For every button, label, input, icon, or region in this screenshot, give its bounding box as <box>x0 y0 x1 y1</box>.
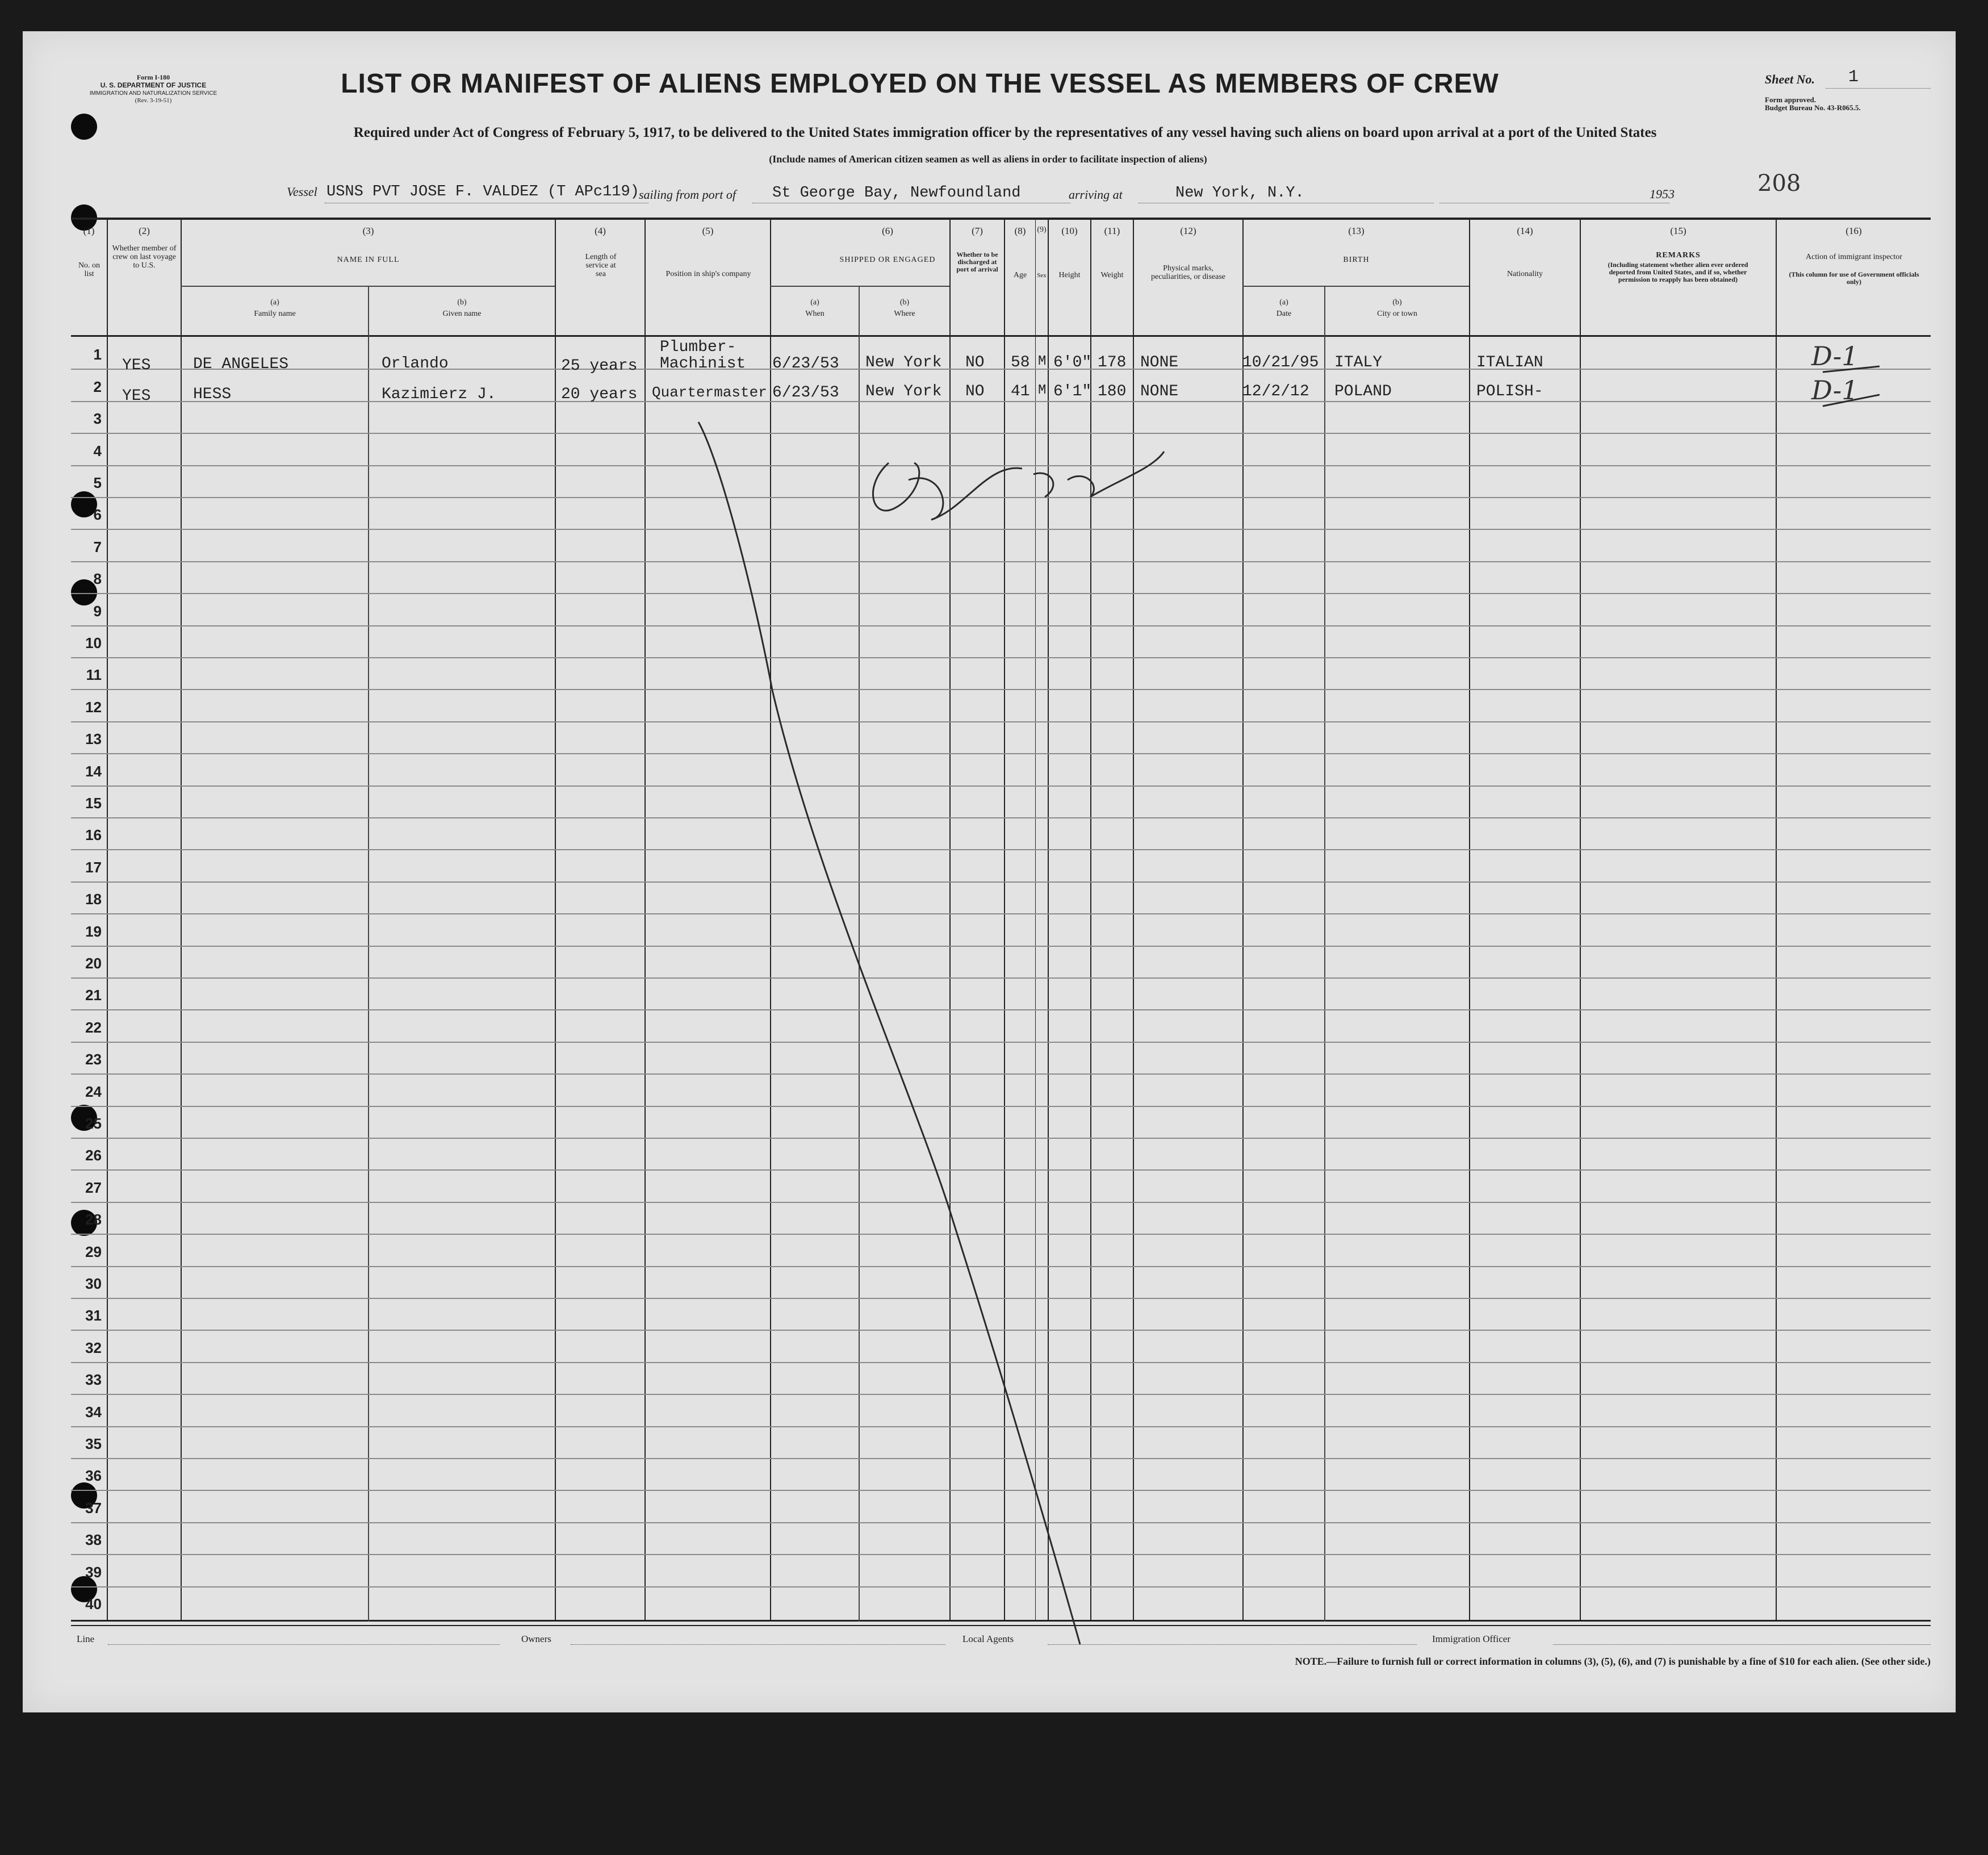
col3b-header: Given name <box>442 310 482 318</box>
row-number: 35 <box>85 1435 102 1452</box>
col3b-number: (b) <box>457 298 467 307</box>
row1-nationality: ITALIAN <box>1476 354 1543 371</box>
row2-weight: 180 <box>1098 383 1127 400</box>
col6-header: SHIPPED OR ENGAGED <box>839 256 936 264</box>
col6b-number: (b) <box>899 298 910 307</box>
col4-header: Length of service at sea <box>585 253 617 278</box>
include-note: (Include names of American citizen seamen as well as aliens in order to facilitate inspection of aliens) <box>769 153 1207 165</box>
row-number: 11 <box>86 666 102 684</box>
row-number: 8 <box>93 570 102 588</box>
row-number: 13 <box>85 730 102 748</box>
row-number: 25 <box>85 1115 102 1132</box>
col10-header: Height <box>1058 271 1081 279</box>
col6-number: (6) <box>882 225 893 236</box>
row1-when: 6/23/53 <box>772 355 839 373</box>
handwritten-number: 208 <box>1757 170 1801 197</box>
row1-where: New York <box>865 354 942 371</box>
row1-marks: NONE <box>1140 354 1179 371</box>
row-number: 40 <box>85 1595 102 1612</box>
col7-number: (7) <box>972 225 983 236</box>
row1-inspector-mark: D-1 <box>1811 341 1859 371</box>
row-number: 15 <box>85 795 102 812</box>
row-number: 38 <box>85 1531 102 1549</box>
row-number: 17 <box>85 858 102 876</box>
col3a-number: (a) <box>270 298 279 307</box>
row-number: 23 <box>85 1051 102 1068</box>
row-number: 31 <box>85 1307 102 1325</box>
footer-note: NOTE.—Failure to furnish full or correct information in columns (3), (5), (6), and (7) is punishable by a fine of $10 for each alien. (See other side.) <box>1295 1656 1931 1667</box>
row1-weight: 178 <box>1098 354 1127 371</box>
row-number: 2 <box>93 378 102 395</box>
row-number: 20 <box>85 955 102 972</box>
col7-header: Whether to be discharged at port of arrival <box>956 250 998 273</box>
row-number: 34 <box>85 1403 102 1421</box>
footer-owners-label: Owners <box>521 1633 551 1644</box>
footer-line-underline <box>108 1644 500 1645</box>
row1-service: 25 years <box>561 357 638 375</box>
col6a-number: (a) <box>810 298 819 307</box>
col11-number: (11) <box>1104 225 1120 236</box>
col1-header: No. on list <box>78 261 101 278</box>
col1-number: (1) <box>83 225 95 236</box>
col3a-header: Family name <box>254 310 296 318</box>
row2-service: 20 years <box>561 386 638 403</box>
col13b-number: (b) <box>1392 298 1402 307</box>
col14-header: Nationality <box>1507 270 1543 278</box>
col5-header: Position in ship's company <box>666 270 751 278</box>
row-number: 37 <box>85 1499 102 1516</box>
row-number: 36 <box>85 1467 102 1485</box>
col2-number: (2) <box>139 225 150 236</box>
col13-number: (13) <box>1348 225 1365 236</box>
row2-where: New York <box>865 383 942 400</box>
sailing-label: sailing from port of <box>639 187 736 202</box>
service: IMMIGRATION AND NATURALIZATION SERVICE <box>89 90 217 97</box>
col5-number: (5) <box>702 225 714 236</box>
row2-given: Kazimierz J. <box>382 386 496 403</box>
row-number: 32 <box>85 1339 102 1356</box>
row-number: 30 <box>85 1275 102 1292</box>
sailing-port: St George Bay, Newfoundland <box>772 185 1021 202</box>
row1-birth-city: ITALY <box>1334 354 1383 371</box>
row1-height: 6'0" <box>1053 354 1092 371</box>
col14-number: (14) <box>1517 225 1533 236</box>
manifest-sheet <box>23 31 1956 1712</box>
row2-family: HESS <box>193 386 232 403</box>
col13b-header: City or town <box>1377 310 1417 318</box>
arriving-port: New York, N.Y. <box>1175 185 1304 202</box>
inspector-strike <box>1823 395 1880 406</box>
footer-owners-underline <box>571 1644 945 1645</box>
col15-header: REMARKS <box>1656 251 1701 260</box>
row2-marks: NONE <box>1140 383 1179 400</box>
row-number: 18 <box>85 891 102 908</box>
budget-bureau: Budget Bureau No. 43-R065.5. <box>1765 103 1861 112</box>
inspector-strike <box>1823 366 1880 372</box>
row2-inspector-mark: D-1 <box>1811 375 1859 406</box>
ditto-line <box>698 422 1080 1644</box>
col4-number: (4) <box>595 225 606 236</box>
row2-position: Quartermaster <box>652 384 767 401</box>
col6b-header: Where <box>894 310 915 318</box>
row-number: 5 <box>93 474 102 491</box>
col8-number: (8) <box>1014 225 1026 236</box>
col15-note: (Including statement whether alien ever ordered deported from United States, and if so, whether permission to reapply has been obtained) <box>1608 261 1748 283</box>
row-number: 9 <box>93 602 102 620</box>
row-number: 19 <box>85 922 102 940</box>
row-number: 21 <box>85 987 102 1004</box>
row-number: 28 <box>85 1211 102 1229</box>
col12-header: Physical marks, peculiarities, or disease <box>1150 264 1225 281</box>
row2-birth-city: POLAND <box>1334 383 1392 400</box>
row-number: 7 <box>93 538 102 555</box>
row1-position-2: Machinist <box>660 355 746 373</box>
col16-number: (16) <box>1845 225 1862 236</box>
col9-number: (9) <box>1037 225 1047 234</box>
row1-birth-date: 10/21/95 <box>1242 354 1319 371</box>
col6a-header: When <box>805 310 825 318</box>
row1-family: DE ANGELES <box>193 356 289 373</box>
row2-discharged: NO <box>965 383 985 400</box>
handwritten-strokes <box>23 31 1956 1712</box>
department: U. S. DEPARTMENT OF JUSTICE <box>100 81 207 89</box>
row1-age: 58 <box>1011 354 1030 371</box>
row-number: 14 <box>85 762 102 780</box>
footer-agents-underline <box>1048 1644 1417 1645</box>
col13a-number: (a) <box>1279 298 1288 307</box>
col16-header: Action of immigrant inspector <box>1806 253 1902 261</box>
row2-nationality: POLISH- <box>1476 383 1543 400</box>
col2-header: Whether member of crew on last voyage to U.S. <box>112 244 177 270</box>
signature <box>873 452 1164 520</box>
col15-number: (15) <box>1670 225 1686 236</box>
vessel-name: USNS PVT JOSE F. VALDEZ (T APc119) <box>327 183 639 200</box>
row-number: 27 <box>85 1179 102 1196</box>
arriving-label: arriving at <box>1069 187 1123 202</box>
row-number: 6 <box>93 506 102 524</box>
row-number: 24 <box>85 1083 102 1100</box>
row-number: 26 <box>85 1147 102 1164</box>
row-number: 33 <box>85 1371 102 1389</box>
row1-discharged: NO <box>965 354 985 371</box>
row-number: 29 <box>85 1243 102 1260</box>
year: 1953 <box>1650 187 1675 201</box>
row1-given: Orlando <box>382 355 449 373</box>
row-number: 16 <box>85 826 102 844</box>
row2-age: 41 <box>1011 383 1030 400</box>
row-number: 4 <box>93 442 102 459</box>
col16-note: (This column for use of Government officials only) <box>1789 270 1919 286</box>
row-number: 3 <box>93 410 102 428</box>
footer-line-label: Line <box>77 1633 95 1644</box>
page-title: LIST OR MANIFEST OF ALIENS EMPLOYED ON THE VESSEL AS MEMBERS OF CREW <box>341 69 1499 99</box>
row2-height: 6'1" <box>1053 383 1092 400</box>
sheet-label: Sheet No. <box>1765 72 1815 86</box>
footer-agents-label: Local Agents <box>962 1633 1014 1644</box>
sheet-number: 1 <box>1848 68 1859 87</box>
col8-header: Age <box>1013 271 1027 279</box>
row2-when: 6/23/53 <box>772 384 839 402</box>
row-number: 39 <box>85 1563 102 1581</box>
row2-birth-date: 12/2/12 <box>1242 383 1309 400</box>
vessel-label: Vessel <box>287 185 317 199</box>
required-statement: Required under Act of Congress of February 5, 1917, to be delivered to the United States immigration officer by the representatives of any vessel having such aliens on board upon arrival at a port of the United States <box>353 125 1657 140</box>
row-number: 12 <box>85 698 102 716</box>
row-number: 10 <box>85 634 102 651</box>
revision: (Rev. 3-19-51) <box>135 97 172 104</box>
col13a-header: Date <box>1276 310 1292 318</box>
row1-sex: M <box>1038 354 1047 369</box>
row2-member: YES <box>122 387 151 405</box>
footer-officer-label: Immigration Officer <box>1432 1633 1511 1644</box>
row2-sex: M <box>1038 383 1047 398</box>
row1-position-1: Plumber- <box>660 339 736 356</box>
form-approved: Form approved. <box>1765 95 1817 104</box>
col11-header: Weight <box>1100 271 1124 279</box>
col10-number: (10) <box>1061 225 1078 236</box>
footer-officer-underline <box>1553 1644 1931 1645</box>
col12-number: (12) <box>1180 225 1196 236</box>
row1-member: YES <box>122 357 151 374</box>
row-number: 1 <box>93 346 102 364</box>
col3-header: NAME IN FULL <box>337 256 400 264</box>
row-number: 22 <box>85 1018 102 1036</box>
col9-header: Sex <box>1037 272 1047 279</box>
form-number: Form I-180 <box>136 73 170 81</box>
col3-number: (3) <box>362 225 374 236</box>
col13-header: BIRTH <box>1343 256 1370 264</box>
